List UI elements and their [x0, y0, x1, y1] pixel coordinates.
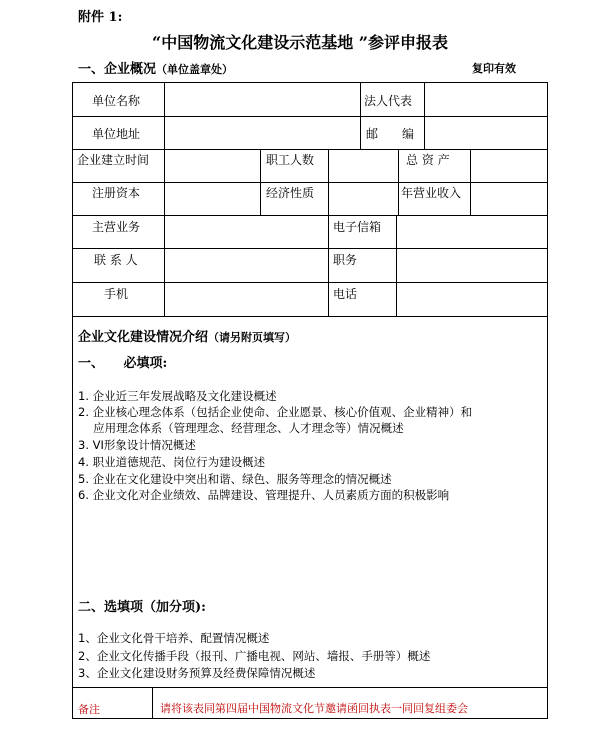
- row-divider: [72, 215, 548, 216]
- optional-heading: 二、选填项（加分项):: [78, 600, 206, 615]
- culture-heading: [78, 326, 296, 345]
- culture-title-sub: （请另附页填写）: [208, 331, 297, 344]
- row-divider: [72, 316, 548, 317]
- label-contact: 联 系 人: [94, 253, 138, 267]
- optional-item: 1、企业文化骨干培养、配置情况概述: [78, 631, 270, 645]
- required-heading: 一、 必填项:: [78, 356, 168, 371]
- col-divider: [164, 215, 165, 316]
- culture-title: 企业文化建设情况介绍: [78, 330, 209, 345]
- label-postcode: 邮 编: [366, 127, 415, 141]
- col-divider: [164, 149, 165, 215]
- label-legal-rep: 法人代表: [364, 94, 413, 108]
- col-divider: [398, 149, 399, 215]
- col-divider: [396, 215, 397, 316]
- optional-item: 2、企业文化传播手段（报刊、广播电视、网站、墙报、手册等）概述: [78, 649, 431, 663]
- label-position: 职务: [333, 253, 358, 267]
- label-main-business: 主营业务: [92, 220, 141, 234]
- copy-valid-note: 复印有效: [472, 62, 516, 75]
- label-total-assets: 总 资 产: [406, 153, 450, 167]
- row-divider: [72, 116, 548, 117]
- required-item: 应用理念体系（管理理念、经营理念、人才理念等）情况概述: [78, 421, 404, 435]
- row-divider: [72, 282, 548, 283]
- required-item: 3. VI形象设计情况概述: [78, 438, 196, 452]
- col-divider: [424, 82, 425, 149]
- note-label: 备注: [78, 703, 100, 716]
- form-title: “中国物流文化建设示范基地 ”参评申报表: [152, 33, 448, 52]
- label-unit-name: 单位名称: [92, 94, 141, 108]
- label-annual-revenue: 年营业收入: [401, 186, 462, 200]
- row-divider: [72, 149, 548, 150]
- note-text: 请将该表同第四届中国物流文化节邀请函回执表一同回复组委会: [160, 702, 468, 715]
- col-divider: [260, 149, 261, 215]
- label-mobile: 手机: [104, 287, 129, 301]
- required-item: 4. 职业道德规范、岗位行为建设概述: [78, 455, 266, 469]
- col-divider: [470, 149, 471, 215]
- row-divider: [72, 248, 548, 249]
- label-phone: 电话: [333, 287, 358, 301]
- row-divider: [72, 182, 548, 183]
- label-staff-count: 职工人数: [266, 153, 315, 167]
- col-divider: [328, 149, 329, 215]
- label-economic-nature: 经济性质: [266, 186, 315, 200]
- required-item: 6. 企业文化对企业绩效、品牌建设、管理提升、人员素质方面的积极影响: [78, 488, 450, 502]
- col-divider: [328, 215, 329, 316]
- section1-heading: [78, 58, 233, 77]
- attachment-label: 附件 1:: [78, 10, 123, 25]
- label-registered-capital: 注册资本: [92, 186, 141, 200]
- label-founded: 企业建立时间: [77, 153, 150, 167]
- label-unit-address: 单位地址: [92, 127, 141, 141]
- col-divider: [360, 82, 361, 149]
- required-item: 2. 企业核心理念体系（包括企业使命、企业愿景、核心价值观、企业精神）和: [78, 405, 473, 419]
- col-divider: [152, 687, 153, 719]
- row-divider: [72, 687, 548, 688]
- required-item: 1. 企业近三年发展战略及文化建设概述: [78, 389, 277, 403]
- section1-title: 一、企业概况: [78, 62, 157, 77]
- required-item: 5. 企业在文化建设中突出和谐、绿色、服务等理念的情况概述: [78, 472, 392, 486]
- col-divider: [164, 82, 165, 149]
- optional-item: 3、企业文化建设财务预算及经费保障情况概述: [78, 666, 316, 680]
- label-email: 电子信箱: [333, 220, 382, 234]
- section1-subtitle: （单位盖章处）: [156, 63, 234, 76]
